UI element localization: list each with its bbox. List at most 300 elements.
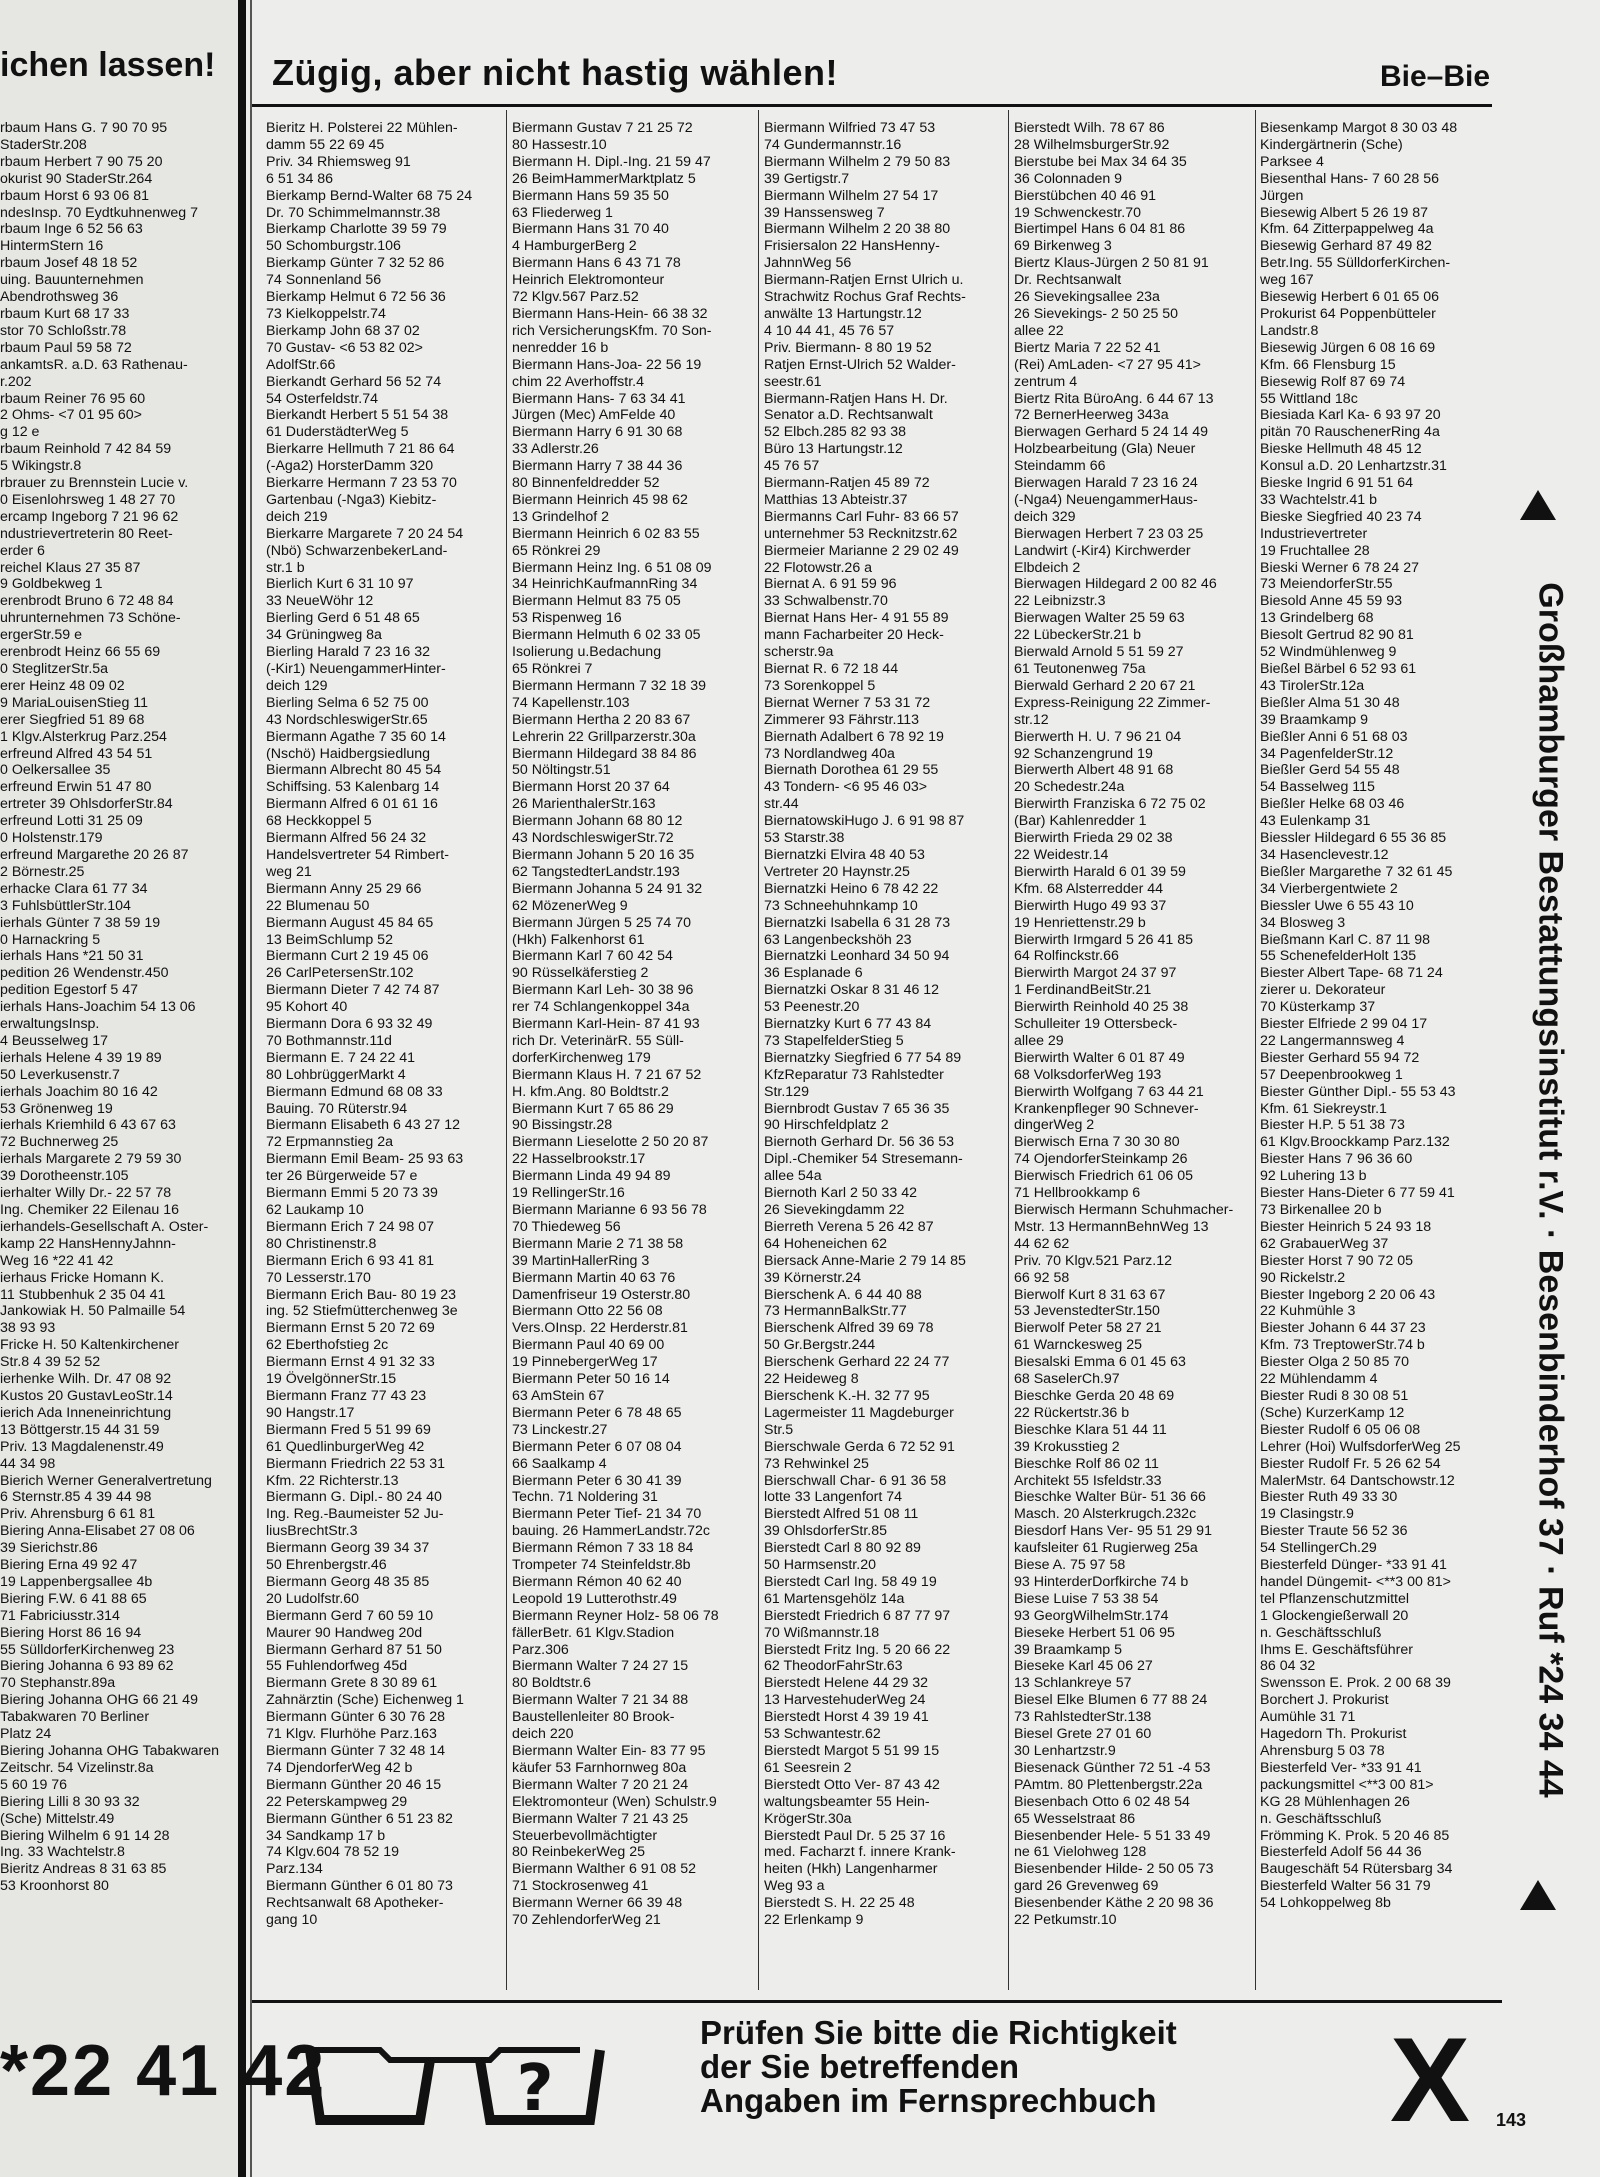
- directory-entry-line: ierich Ada Inneneinrichtung: [0, 1404, 172, 1421]
- directory-entry-line: kaufsleiter 61 Rugierweg 25a: [1014, 1540, 1198, 1557]
- directory-entry-line: erfreund Alfred 43 54 51: [0, 745, 153, 762]
- directory-entry-line: Krankenpfleger 90 Schnever-: [1014, 1100, 1199, 1117]
- directory-entry-line: n. Geschäftsschluß: [1260, 1810, 1382, 1827]
- directory-entry-line: Biering Johanna OHG Tabakwaren: [0, 1743, 219, 1759]
- directory-entry-line: ierhenke Wilh. Dr. 47 08 92: [0, 1371, 172, 1388]
- directory-entry-line: Biernat Hans Her- 4 91 55 89: [764, 610, 949, 627]
- directory-entry-line: Weg 93 a: [764, 1878, 825, 1895]
- directory-entry-line: tel Pflanzenschutzmittel: [1260, 1590, 1410, 1607]
- directory-entry-line: 13 BeimSchlump 52: [266, 931, 393, 948]
- directory-entry-line: Industrievertreter: [1260, 525, 1368, 542]
- directory-entry-line: Biermann Peter 6 78 48 65: [512, 1404, 682, 1421]
- directory-entry-line: (-Nga4) NeuengammerHaus-: [1014, 491, 1198, 508]
- directory-entry-line: PAmtm. 80 Plettenbergstr.22a: [1014, 1776, 1203, 1793]
- directory-entry-line: 61 DuderstädterWeg 5: [266, 424, 409, 441]
- directory-entry-line: 38 93 93: [0, 1320, 56, 1337]
- directory-entry-line: Zimmerer 93 Fährstr.113: [764, 711, 920, 728]
- directory-entry-line: Bierreth Verena 5 26 42 87: [764, 1218, 934, 1235]
- directory-entry-line: 34 Sandkamp 17 b: [266, 1827, 386, 1844]
- directory-entry-line: Biernatzky Siegfried 6 77 54 89: [764, 1049, 962, 1066]
- directory-entry-line: Str.129: [764, 1083, 809, 1100]
- directory-entry-line: AdolfStr.66: [266, 356, 336, 373]
- directory-entry-line: Bierstedt Wilh. 78 67 86: [1014, 120, 1165, 136]
- directory-entry-line: ne 61 Vielohweg 128: [1014, 1844, 1147, 1861]
- directory-entry-line: 62 Laukamp 10: [266, 1202, 364, 1218]
- directory-entry-line: 53 Kroonhorst 80: [0, 1878, 109, 1895]
- directory-entry-line: uing. Bauunternehmen: [0, 272, 144, 289]
- directory-entry-line: (Rei) AmLaden- <7 27 95 41>: [1014, 356, 1201, 373]
- directory-entry-line: Trompeter 74 Steinfeldstr.8b: [512, 1557, 691, 1574]
- directory-entry-line: Ihms E. Geschäftsführer: [1260, 1641, 1413, 1658]
- directory-entry-line: Biermann Klaus H. 7 21 67 52: [512, 1066, 702, 1083]
- directory-entry-line: Masch. 20 Alsterkrugch.232c: [1014, 1506, 1197, 1523]
- directory-entry-line: 80 LohbrüggerMarkt 4: [266, 1066, 406, 1083]
- directory-entry-line: 6 Sternstr.85 4 39 44 98: [0, 1489, 152, 1506]
- column-divider: [1008, 110, 1009, 1990]
- directory-entry-line: (Bar) Kahlenredder 1: [1014, 813, 1147, 830]
- directory-entry-line: 43 Tondern- <6 95 46 03>: [764, 779, 928, 796]
- directory-entry-line: Biermann Hans- 7 63 34 41: [512, 390, 686, 407]
- directory-entry-line: Zeitschr. 54 Vizelinstr.8a: [0, 1759, 154, 1776]
- directory-entry-line: Swensson E. Prok. 2 00 68 39: [1260, 1675, 1451, 1692]
- directory-entry-line: ierhals Kriemhild 6 43 67 63: [0, 1117, 176, 1134]
- directory-entry-line: 9 Goldbekweg 1: [0, 576, 103, 593]
- directory-entry-line: Biertimpel Hans 6 04 81 86: [1014, 221, 1186, 238]
- page-gutter-line: [250, 0, 252, 2177]
- directory-entry-line: Strachwitz Rochus Graf Rechts-: [764, 289, 966, 306]
- directory-entry-line: ierhandels-Gesellschaft A. Oster-: [0, 1218, 209, 1235]
- directory-entry-line: 80 Christinenstr.8: [266, 1235, 377, 1252]
- directory-entry-line: Biermann Hertha 2 20 83 67: [512, 711, 691, 728]
- directory-entry-line: allee 22: [1014, 322, 1064, 339]
- directory-entry-line: 62 TheodorFahrStr.63: [764, 1658, 903, 1675]
- directory-entry-line: Lehrerin 22 Grillparzerstr.30a: [512, 728, 696, 745]
- directory-entry-line: 22 LübeckerStr.21 b: [1014, 627, 1141, 644]
- directory-entry-line: 62 TangstedterLandstr.193: [512, 863, 680, 880]
- directory-entry-line: Biessler Uwe 6 55 43 10: [1260, 897, 1414, 914]
- directory-entry-line: Biermann Franz 77 43 23: [266, 1387, 427, 1404]
- directory-entry-line: 65 Wesselstraat 86: [1014, 1810, 1136, 1827]
- directory-entry-line: 61 Martensgehölz 14a: [764, 1590, 905, 1607]
- directory-entry-line: uhrunternehmen 73 Schöne-: [0, 610, 181, 627]
- directory-entry-line: Bierstedt S. H. 22 25 48: [764, 1895, 915, 1912]
- directory-entry-line: Bieschke Walter Bür- 51 36 66: [1014, 1489, 1206, 1506]
- question-mark: ?: [516, 2052, 554, 2126]
- directory-entry-line: 50 Gr.Bergstr.244: [764, 1337, 876, 1354]
- directory-entry-line: Biermann Karl Leh- 30 38 96: [512, 982, 694, 999]
- directory-entry-line: allee 54a: [764, 1168, 822, 1185]
- directory-entry-line: Bierkamp Bernd-Walter 68 75 24: [266, 187, 473, 204]
- directory-entry-line: Ratjen Ernst-Ulrich 52 Walder-: [764, 356, 956, 373]
- directory-entry-line: rbaum Inge 6 52 56 63: [0, 221, 143, 238]
- directory-entry-line: 39 Gertigstr.7: [764, 170, 850, 187]
- directory-entry-line: (Hkh) Falkenhorst 61: [512, 931, 645, 948]
- directory-entry-line: rer 74 Schlangenkoppel 34a: [512, 999, 690, 1016]
- directory-entry-line: Biesterfeld Dünger- *33 91 41: [1260, 1557, 1447, 1574]
- directory-entry-line: Biering Johanna 6 93 89 62: [0, 1658, 174, 1675]
- directory-entry-line: pedition 26 Wendenstr.450: [0, 965, 169, 982]
- directory-entry-line: 95 Kohort 40: [266, 999, 348, 1016]
- directory-entry-line: Biermann Walter 7 20 21 24: [512, 1776, 689, 1793]
- directory-entry-line: 53 Schwantestr.62: [764, 1726, 881, 1743]
- directory-entry-line: ierhals Hans *21 50 31: [0, 948, 144, 965]
- directory-entry-line: Biernat R. 6 72 18 44: [764, 661, 899, 677]
- directory-entry-line: Bierwagen Gerhard 5 24 14 49: [1014, 424, 1209, 441]
- directory-entry-line: Bierkandt Herbert 5 51 54 38: [266, 407, 449, 424]
- directory-entry-line: ierhaus Fricke Homann K.: [0, 1269, 165, 1286]
- directory-entry-line: (-Aga2) HorsterDamm 320: [266, 458, 434, 475]
- directory-entry-line: 53 JevenstedterStr.150: [1014, 1303, 1160, 1320]
- directory-entry-line: 39 Braamkamp 5: [1014, 1641, 1123, 1658]
- directory-entry-line: bauing. 26 HammerLandstr.72c: [512, 1523, 710, 1540]
- directory-entry-line: Biertz Rita BüroAng. 6 44 67 13: [1014, 390, 1214, 407]
- directory-entry-line: Biermann Karl-Hein- 87 41 93: [512, 1016, 700, 1033]
- directory-column-2: [512, 120, 752, 1929]
- directory-entry-line: MalerMstr. 64 Dantschowstr.12: [1260, 1472, 1455, 1489]
- directory-entry-line: 26 MarienthalerStr.163: [512, 796, 656, 813]
- directory-entry-line: 20 Ludolfstr.60: [266, 1590, 360, 1607]
- directory-entry-line: Biermann Dora 6 93 32 49: [266, 1016, 433, 1033]
- directory-entry-line: 0 Harnackring 5: [0, 931, 101, 948]
- directory-entry-line: 22 Petkumstr.10: [1014, 1912, 1117, 1929]
- directory-entry-line: Bierschwale Gerda 6 72 52 91: [764, 1438, 955, 1455]
- directory-entry-line: Kfm. 64 Zitterpappelweg 4a: [1260, 221, 1434, 238]
- directory-column-3: [764, 120, 1004, 1929]
- directory-entry-line: 70 Wißmannstr.18: [764, 1624, 880, 1641]
- directory-entry-line: Biessler Hildegard 6 55 36 85: [1260, 830, 1447, 847]
- directory-entry-line: Biester Gerhard 55 94 72: [1260, 1049, 1420, 1066]
- directory-entry-line: Bieschke Rolf 86 02 11: [1014, 1455, 1159, 1472]
- directory-entry-line: Biering Lilli 8 30 93 32: [0, 1793, 140, 1810]
- directory-entry-line: Bierwald Arnold 5 51 59 27: [1014, 644, 1184, 661]
- directory-entry-line: Bierwisch Erna 7 30 30 80: [1014, 1134, 1180, 1151]
- directory-entry-line: 80 Hassestr.10: [512, 136, 607, 153]
- directory-entry-line: Bierkamp Charlotte 39 59 79: [266, 221, 447, 238]
- directory-entry-line: Kfm. 61 Siekreystr.1: [1260, 1100, 1387, 1117]
- directory-entry-line: Biermann Johann 5 20 16 35: [512, 846, 695, 863]
- directory-entry-line: 34 Grüningweg 8a: [266, 627, 382, 644]
- directory-entry-line: Biermann Johann 68 80 12: [512, 813, 683, 830]
- directory-entry-line: 50 Schomburgstr.106: [266, 238, 401, 255]
- directory-entry-line: 43 NordschleswigerStr.72: [512, 830, 674, 847]
- directory-entry-line: Landstr.8: [1260, 322, 1319, 339]
- directory-entry-line: Leopold 19 Lutterothstr.49: [512, 1590, 677, 1607]
- directory-entry-line: 93 HinterderDorfkirche 74 b: [1014, 1573, 1189, 1590]
- directory-entry-line: 43 Eulenkamp 31: [1260, 813, 1371, 830]
- directory-entry-line: Bierich Werner Generalvertretung: [0, 1472, 212, 1489]
- directory-entry-line: 45 76 57: [764, 458, 820, 475]
- directory-entry-line: Biermann Georg 39 34 37: [266, 1540, 430, 1557]
- directory-entry-line: deich 129: [266, 677, 328, 694]
- directory-entry-line: Biering Wilhelm 6 91 14 28: [0, 1827, 170, 1844]
- directory-entry-line: KrögerStr.30a: [764, 1810, 852, 1827]
- directory-entry-line: weg 21: [266, 863, 312, 880]
- directory-entry-line: Ing. Reg.-Baumeister 52 Ju-: [266, 1506, 444, 1523]
- directory-entry-line: n. Geschäftsschluß: [1260, 1624, 1382, 1641]
- directory-entry-line: Biermann Peter 6 07 08 04: [512, 1438, 682, 1455]
- directory-entry-line: Handelsvertreter 54 Rimbert-: [266, 846, 449, 863]
- x-mark-icon: X: [1390, 2013, 1471, 2147]
- directory-entry-line: 65 Rönkrei 7: [512, 661, 593, 677]
- directory-entry-line: allee 29: [1014, 1032, 1064, 1049]
- directory-entry-line: 74 Gundermannstr.16: [764, 136, 902, 153]
- directory-entry-line: Maurer 90 Handweg 20d: [266, 1624, 423, 1641]
- directory-entry-line: 50 Leverkusenstr.7: [0, 1066, 120, 1083]
- directory-entry-line: Techn. 71 Noldering 31: [512, 1489, 658, 1506]
- notice-line-3: Angaben im Fernsprechbuch: [700, 2082, 1157, 2119]
- directory-entry-line: 26 CarlPetersenStr.102: [266, 965, 414, 982]
- directory-entry-line: 71 Hellbrookkamp 6: [1014, 1185, 1141, 1202]
- directory-entry-line: 44 62 62: [1014, 1235, 1070, 1252]
- directory-entry-line: 68 Heckkoppel 5: [266, 813, 372, 830]
- directory-entry-line: 72 Buchnerweg 25: [0, 1134, 119, 1151]
- directory-entry-line: Bierwolf Peter 58 27 21: [1014, 1320, 1162, 1337]
- directory-entry-line: 90 Hirschfeldplatz 2: [764, 1117, 889, 1134]
- directory-entry-line: Ing. Chemiker 22 Eilenau 16: [0, 1202, 180, 1218]
- directory-entry-line: Biernat Werner 7 53 31 72: [764, 694, 931, 711]
- directory-column-4: [1014, 120, 1254, 1929]
- directory-entry-line: Jürgen (Mec) AmFelde 40: [512, 407, 676, 424]
- directory-entry-line: 68 SaselerCh.97: [1014, 1371, 1120, 1388]
- directory-entry-line: Biermann Walter 7 21 43 25: [512, 1810, 689, 1827]
- directory-entry-line: Bierkarre Hellmuth 7 21 86 64: [266, 441, 455, 458]
- directory-entry-line: Ahrensburg 5 03 78: [1260, 1743, 1385, 1759]
- directory-entry-line: Biernatzki Heino 6 78 42 22: [764, 880, 939, 897]
- directory-entry-line: Gartenbau (-Nga3) Kiebitz-: [266, 491, 437, 508]
- directory-entry-line: Bauing. 70 Rüterstr.94: [266, 1100, 408, 1117]
- directory-entry-line: Matthias 13 Abteistr.37: [764, 491, 908, 508]
- directory-entry-line: Senator a.D. Rechtsanwalt: [764, 407, 933, 424]
- directory-entry-line: 73 HermannBalkStr.77: [764, 1303, 907, 1320]
- directory-entry-line: Biermann Albrecht 80 45 54: [266, 762, 442, 779]
- directory-entry-line: Bieseke Karl 45 06 27: [1014, 1658, 1153, 1675]
- directory-entry-line: Biese A. 75 97 58: [1014, 1557, 1126, 1574]
- directory-entry-line: 73 StapelfelderStieg 5: [764, 1032, 904, 1049]
- directory-entry-line: Biermann Wilfried 73 47 53: [764, 120, 936, 136]
- directory-entry-line: Biermann Marianne 6 93 56 78: [512, 1202, 707, 1218]
- directory-entry-line: ierhals Hans-Joachim 54 13 06: [0, 999, 196, 1016]
- directory-entry-line: Bierwolf Kurt 8 31 63 67: [1014, 1286, 1166, 1303]
- directory-entry-line: Biesterfeld Adolf 56 44 36: [1260, 1844, 1422, 1861]
- directory-entry-line: Kfm. 73 TreptowerStr.74 b: [1260, 1337, 1425, 1354]
- directory-entry-line: 33 Schwalbenstr.70: [764, 593, 888, 610]
- directory-entry-line: 22 Flotowstr.26 a: [764, 559, 873, 576]
- directory-entry-line: 34 Vierbergentwiete 2: [1260, 880, 1398, 897]
- directory-entry-line: 11 Stubbenhuk 2 35 04 41: [0, 1286, 166, 1303]
- directory-entry-line: dingerWeg 2: [1014, 1117, 1095, 1134]
- directory-entry-line: Kustos 20 GustavLeoStr.14: [0, 1387, 173, 1404]
- directory-entry-line: deich 220: [512, 1726, 574, 1743]
- directory-entry-line: Bierstedt Horst 4 39 19 41: [764, 1709, 929, 1726]
- directory-entry-line: Biering Anna-Elisabet 27 08 06: [0, 1523, 195, 1540]
- directory-entry-line: Baustellenleiter 80 Brook-: [512, 1709, 675, 1726]
- directory-entry-line: Bieske Hellmuth 48 45 12: [1260, 441, 1422, 458]
- directory-entry-line: 34 Blosweg 3: [1260, 914, 1346, 931]
- directory-entry-line: Bieseke Herbert 51 06 95: [1014, 1624, 1175, 1641]
- directory-entry-line: 34 HeinrichKaufmannRing 34: [512, 576, 698, 593]
- directory-entry-line: 22 Kuhmühle 3: [1260, 1303, 1356, 1320]
- directory-entry-line: Biermann Linda 49 94 89: [512, 1168, 671, 1185]
- directory-entry-line: 92 Luhering 13 b: [1260, 1168, 1367, 1185]
- directory-entry-line: Ing. 33 Wachtelstr.8: [0, 1844, 125, 1861]
- directory-entry-line: 39 OhlsdorferStr.85: [764, 1523, 888, 1540]
- directory-entry-line: Aumühle 31 71: [1260, 1709, 1356, 1726]
- directory-entry-line: 54 Lohkoppelweg 8b: [1260, 1895, 1391, 1912]
- directory-entry-line: 63 AmStein 67: [512, 1387, 605, 1404]
- directory-entry-line: gard 26 Grevenweg 69: [1014, 1878, 1159, 1895]
- directory-entry-line: Rechtsanwalt 68 Apotheker-: [266, 1895, 444, 1912]
- directory-entry-line: Biermann Günther 20 46 15: [266, 1776, 442, 1793]
- directory-entry-line: 13 Grindelberg 68: [1260, 610, 1374, 627]
- directory-entry-line: Biesenbender Hilde- 2 50 05 73: [1014, 1861, 1214, 1878]
- directory-entry-line: erfreund Lotti 31 25 09: [0, 813, 143, 830]
- sidebar-ad-text: Großhamburger Bestattungsinstitut r.V. · Besenbinderhof 37 · Ruf *24 34 44: [1531, 582, 1570, 1798]
- directory-entry-line: 22 Weidestr.14: [1014, 846, 1109, 863]
- directory-entry-line: Biermann Walther 6 91 08 52: [512, 1861, 697, 1878]
- directory-entry-line: Biermann Günther 6 01 80 73: [266, 1878, 453, 1895]
- directory-entry-line: 28 WilhelmsburgerStr.92: [1014, 136, 1170, 153]
- running-head: Bie–Bie: [1380, 60, 1491, 93]
- directory-entry-line: Biermann Grete 8 30 89 61: [266, 1675, 438, 1692]
- directory-entry-line: 19 PinnebergerWeg 17: [512, 1354, 658, 1371]
- directory-entry-line: 61 Klgv.Broockkamp Parz.132: [1260, 1134, 1450, 1151]
- directory-entry-line: 55 Wittland 18c: [1260, 390, 1358, 407]
- directory-entry-line: Bierling Harald 7 23 16 32: [266, 644, 431, 661]
- directory-entry-line: 33 NeueWöhr 12: [266, 593, 374, 610]
- directory-entry-line: 73 Schneehuhnkamp 10: [764, 897, 918, 914]
- directory-entry-line: Biester Heinrich 5 24 93 18: [1260, 1218, 1432, 1235]
- directory-entry-line: 73 Linckestr.27: [512, 1421, 608, 1438]
- directory-entry-line: 65 Rönkrei 29: [512, 542, 601, 559]
- directory-entry-line: 63 Fliederweg 1: [512, 204, 613, 221]
- directory-entry-line: Bießler Margarethe 7 32 61 45: [1260, 863, 1453, 880]
- directory-entry-line: Jankowiak H. 50 Palmaille 54: [0, 1303, 186, 1320]
- directory-entry-line: Priv. Ahrensburg 6 61 81: [0, 1506, 156, 1523]
- directory-entry-line: 70 Stephanstr.89a: [0, 1675, 116, 1692]
- directory-entry-line: Frisiersalon 22 HansHenny-: [764, 238, 940, 255]
- directory-entry-line: erfreund Erwin 51 47 80: [0, 779, 152, 796]
- directory-entry-line: Biermann Alfred 56 24 32: [266, 830, 427, 847]
- directory-entry-line: Bierling Selma 6 52 75 00: [266, 694, 429, 711]
- directory-entry-line: erer Siegfried 51 89 68: [0, 711, 145, 728]
- directory-entry-line: Biermann Wilhelm 27 54 17: [764, 187, 939, 204]
- directory-entry-line: 39 Körnerstr.24: [764, 1269, 862, 1286]
- directory-entry-line: Biermann Rémon 7 33 18 84: [512, 1540, 694, 1557]
- directory-entry-line: 72 BernerHeerweg 343a: [1014, 407, 1169, 424]
- directory-entry-line: Biester Traute 56 52 36: [1260, 1523, 1408, 1540]
- directory-entry-line: 62 Eberthofstieg 2c: [266, 1337, 389, 1354]
- directory-entry-line: 54 Osterfeldstr.74: [266, 390, 378, 407]
- directory-entry-line: 0 Holstenstr.179: [0, 830, 103, 847]
- directory-entry-line: Bieritz Andreas 8 31 63 85: [0, 1861, 167, 1878]
- directory-entry-line: Biernatzky Kurt 6 77 43 84: [764, 1016, 932, 1033]
- directory-entry-line: Betr.Ing. 55 SülldorferKirchen-: [1260, 255, 1451, 272]
- directory-entry-line: 74 DjendorferWeg 42 b: [266, 1759, 413, 1776]
- directory-entry-line: 53 Starstr.38: [764, 830, 845, 847]
- directory-entry-line: Biesenthal Hans- 7 60 28 56: [1260, 170, 1440, 187]
- top-rule: [252, 104, 1492, 107]
- directory-entry-line: 73 Birkenallee 20 b: [1260, 1202, 1382, 1218]
- directory-entry-line: Biernath Adalbert 6 78 92 19: [764, 728, 944, 745]
- directory-entry-line: Biermann Jürgen 5 25 74 70: [512, 914, 692, 931]
- directory-entry-line: Weg 16 *22 41 42: [0, 1252, 114, 1269]
- directory-entry-line: 54 StellingerCh.29: [1260, 1540, 1377, 1557]
- directory-entry-line: Biermann Peter Tief- 21 34 70: [512, 1506, 702, 1523]
- directory-entry-line: Hagedorn Th. Prokurist: [1260, 1726, 1407, 1743]
- directory-entry-line: Biering F.W. 6 41 88 65: [0, 1590, 147, 1607]
- directory-entry-line: Bieschke Klara 51 44 11: [1014, 1421, 1167, 1438]
- directory-entry-line: Frömming K. Prok. 5 20 46 85: [1260, 1827, 1450, 1844]
- directory-entry-line: Biermann Friedrich 22 53 31: [266, 1455, 446, 1472]
- directory-entry-line: liusBrechtStr.3: [266, 1523, 358, 1540]
- directory-entry-line: Parksee 4: [1260, 153, 1324, 170]
- directory-entry-line: Bierwirth Reinhold 40 25 38: [1014, 999, 1189, 1016]
- directory-entry-line: Biermann Erich Bau- 80 19 23: [266, 1286, 457, 1303]
- directory-entry-line: 22 Langermannsweg 4: [1260, 1032, 1405, 1049]
- directory-entry-line: rbaum Reinhold 7 42 84 59: [0, 441, 172, 458]
- directory-entry-line: 13 Grindelhof 2: [512, 508, 610, 525]
- directory-entry-line: Heinrich Elektromonteur: [512, 272, 665, 289]
- directory-entry-line: 54 Basselweg 115: [1260, 779, 1375, 796]
- directory-entry-line: Biermann Gustav 7 21 25 72: [512, 120, 693, 136]
- directory-entry-line: Biermann Harry 7 38 44 36: [512, 458, 683, 475]
- directory-entry-line: KG 28 Mühlenhagen 26: [1260, 1793, 1410, 1810]
- directory-entry-line: Biermann Curt 2 19 45 06: [266, 948, 429, 965]
- directory-entry-line: erder 6: [0, 542, 45, 559]
- directory-entry-line: Bierstübchen 40 46 91: [1014, 187, 1156, 204]
- directory-entry-line: 9 MariaLouisenStieg 11: [0, 694, 149, 711]
- directory-entry-line: Str.5: [764, 1421, 794, 1438]
- directory-entry-line: Bieske Ingrid 6 91 51 64: [1260, 475, 1414, 492]
- directory-entry-line: Biermann Gerd 7 60 59 10: [266, 1607, 434, 1624]
- directory-entry-line: 57 Deepenbrookweg 1: [1260, 1066, 1403, 1083]
- directory-entry-line: 70 Küsterkamp 37: [1260, 999, 1376, 1016]
- directory-entry-line: Bierkandt Gerhard 56 52 74: [266, 373, 442, 390]
- directory-entry-line: 3 FuhlsbüttlerStr.104: [0, 897, 131, 914]
- directory-entry-line: Biermann Paul 40 69 00: [512, 1337, 665, 1354]
- directory-entry-line: Bießler Alma 51 30 48: [1260, 694, 1400, 711]
- directory-entry-line: ter 26 Bürgerweide 57 e: [266, 1168, 418, 1185]
- directory-entry-line: Bierwagen Walter 25 59 63: [1014, 610, 1185, 627]
- directory-entry-line: 26 BeimHammerMarktplatz 5: [512, 170, 696, 187]
- directory-entry-line: käufer 53 Farnhornweg 80a: [512, 1759, 687, 1776]
- directory-entry-line: 70 Thiedeweg 56: [512, 1218, 621, 1235]
- directory-entry-line: Bierwagen Harald 7 23 16 24: [1014, 475, 1198, 492]
- directory-entry-line: Abendrothsweg 36: [0, 289, 119, 306]
- directory-entry-line: Biester Rudolf Fr. 5 26 62 54: [1260, 1455, 1441, 1472]
- directory-entry-line: Biermann Günter 7 32 48 14: [266, 1743, 446, 1759]
- directory-entry-line: stor 70 Schloßstr.78: [0, 322, 127, 339]
- directory-entry-line: 90 Rüsselkäferstieg 2: [512, 965, 649, 982]
- directory-entry-line: 71 Stockrosenweg 41: [512, 1878, 649, 1895]
- directory-entry-line: 90 Bissingstr.28: [512, 1117, 613, 1134]
- directory-entry-line: 93 GeorgWilhelmStr.174: [1014, 1607, 1169, 1624]
- directory-entry-line: 19 RellingerStr.16: [512, 1185, 625, 1202]
- directory-entry-line: 19 ÖvelgönnerStr.15: [266, 1371, 397, 1388]
- directory-entry-line: Biermann Lieselotte 2 50 20 87: [512, 1134, 709, 1151]
- directory-entry-line: 52 Windmühlenweg 9: [1260, 644, 1397, 661]
- directory-entry-line: Büro 13 Hartungstr.12: [764, 441, 903, 458]
- directory-entry-line: 50 Harmsenstr.20: [764, 1557, 876, 1574]
- directory-entry-line: 73 RahlstedterStr.138: [1014, 1709, 1152, 1726]
- directory-entry-line: Bieritz H. Polsterei 22 Mühlen-: [266, 120, 458, 136]
- directory-entry-line: erenbrodt Heinz 66 55 69: [0, 644, 161, 661]
- directory-entry-line: Biermann Erich 6 93 41 81: [266, 1252, 434, 1269]
- directory-entry-line: Biermann Helmuth 6 02 33 05: [512, 627, 701, 644]
- directory-entry-line: handel Düngemit- <**3 00 81>: [1260, 1573, 1451, 1590]
- directory-entry-line: r.202: [0, 373, 32, 390]
- directory-entry-line: Bierkamp John 68 37 02: [266, 322, 420, 339]
